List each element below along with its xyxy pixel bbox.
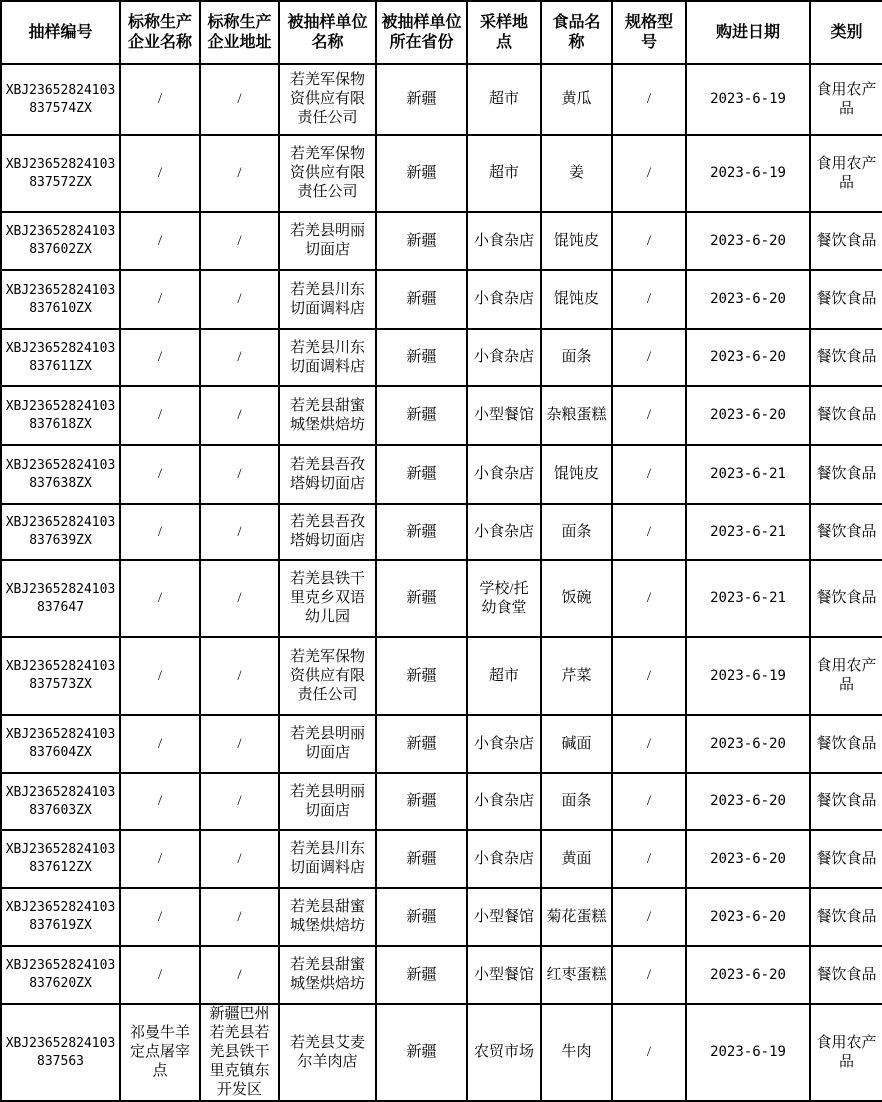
cell-producer_name: /	[120, 946, 200, 1004]
cell-food_name: 面条	[541, 329, 612, 386]
cell-sampled_unit: 若羌县明丽切面店	[279, 773, 376, 830]
table-row	[1, 329, 882, 386]
cell-province: 新疆	[376, 504, 467, 560]
cell-location: 农贸市场	[467, 1004, 541, 1101]
cell-category: 餐饮食品	[810, 773, 882, 830]
column-header-location	[467, 1, 541, 64]
cell-producer_addr: /	[200, 445, 279, 504]
cell-producer_addr: /	[200, 715, 279, 773]
cell-sampled_unit: 若羌军保物资供应有限责任公司	[279, 637, 376, 715]
cell-sample_no: XBJ23652824103837563	[1, 1004, 120, 1101]
cell-province: 新疆	[376, 773, 467, 830]
cell-spec_model: /	[612, 329, 686, 386]
cell-spec_model: /	[612, 445, 686, 504]
cell-sampled_unit: 若羌县铁干里克乡双语幼儿园	[279, 560, 376, 637]
cell-spec_model: /	[612, 637, 686, 715]
table-header	[1, 1, 882, 64]
cell-producer_addr: /	[200, 135, 279, 212]
cell-producer_name: /	[120, 504, 200, 560]
cell-location: 小食杂店	[467, 445, 541, 504]
cell-location: 小型餐馆	[467, 888, 541, 946]
cell-producer_name: /	[120, 830, 200, 888]
cell-purchase_date: 2023-6-21	[686, 445, 810, 504]
cell-spec_model: /	[612, 212, 686, 270]
cell-sampled_unit: 若羌县甜蜜城堡烘焙坊	[279, 946, 376, 1004]
cell-sample_no: XBJ23652824103837619ZX	[1, 888, 120, 946]
column-header-label: 标称生产企业名称	[127, 13, 192, 51]
cell-sampled_unit: 若羌县明丽切面店	[279, 715, 376, 773]
cell-location: 超市	[467, 64, 541, 135]
cell-spec_model: /	[612, 773, 686, 830]
cell-producer_name: /	[120, 715, 200, 773]
cell-province: 新疆	[376, 715, 467, 773]
cell-spec_model: /	[612, 888, 686, 946]
cell-spec_model: /	[612, 504, 686, 560]
header-row	[1, 1, 882, 64]
cell-category: 餐饮食品	[810, 888, 882, 946]
cell-sampled_unit: 若羌县吾孜塔姆切面店	[279, 445, 376, 504]
cell-sample_no: XBJ23652824103837603ZX	[1, 773, 120, 830]
cell-food_name: 芹菜	[541, 637, 612, 715]
cell-producer_name: /	[120, 560, 200, 637]
cell-province: 新疆	[376, 386, 467, 445]
cell-producer_name: /	[120, 64, 200, 135]
cell-sampled_unit: 若羌县川东切面调料店	[279, 329, 376, 386]
cell-category: 餐饮食品	[810, 560, 882, 637]
table-row	[1, 445, 882, 504]
table-row	[1, 830, 882, 888]
column-header-label: 规格型号	[624, 13, 673, 51]
cell-sample_no: XBJ23652824103837611ZX	[1, 329, 120, 386]
cell-category: 餐饮食品	[810, 946, 882, 1004]
cell-sampled_unit: 若羌县甜蜜城堡烘焙坊	[279, 888, 376, 946]
cell-producer_addr: /	[200, 504, 279, 560]
cell-producer_addr: /	[200, 888, 279, 946]
cell-location: 小食杂店	[467, 715, 541, 773]
cell-producer_name: /	[120, 445, 200, 504]
cell-producer_name: /	[120, 637, 200, 715]
table-row	[1, 715, 882, 773]
cell-purchase_date: 2023-6-19	[686, 1004, 810, 1101]
cell-food_name: 姜	[541, 135, 612, 212]
cell-province: 新疆	[376, 946, 467, 1004]
cell-sample_no: XBJ23652824103837572ZX	[1, 135, 120, 212]
cell-food_name: 菊花蛋糕	[541, 888, 612, 946]
cell-food_name: 黄瓜	[541, 64, 612, 135]
column-header-province	[376, 1, 467, 64]
cell-spec_model: /	[612, 715, 686, 773]
cell-food_name: 馄饨皮	[541, 270, 612, 329]
cell-province: 新疆	[376, 329, 467, 386]
cell-food_name: 饭碗	[541, 560, 612, 637]
column-header-sampled_unit	[279, 1, 376, 64]
cell-sample_no: XBJ23652824103837618ZX	[1, 386, 120, 445]
column-header-food_name	[541, 1, 612, 64]
cell-purchase_date: 2023-6-19	[686, 135, 810, 212]
cell-location: 超市	[467, 135, 541, 212]
column-header-spec_model	[612, 1, 686, 64]
cell-producer_addr: 新疆巴州若羌县若羌县铁干里克镇东开发区	[200, 1004, 279, 1101]
cell-sample_no: XBJ23652824103837610ZX	[1, 270, 120, 329]
table-row	[1, 1004, 882, 1101]
cell-producer_name: /	[120, 135, 200, 212]
cell-category: 餐饮食品	[810, 715, 882, 773]
cell-province: 新疆	[376, 64, 467, 135]
cell-category: 食用农产品	[810, 135, 882, 212]
cell-province: 新疆	[376, 135, 467, 212]
cell-producer_addr: /	[200, 830, 279, 888]
table-row	[1, 773, 882, 830]
cell-food_name: 馄饨皮	[541, 212, 612, 270]
cell-category: 餐饮食品	[810, 830, 882, 888]
cell-sample_no: XBJ23652824103837574ZX	[1, 64, 120, 135]
cell-location: 小食杂店	[467, 212, 541, 270]
cell-sampled_unit: 若羌军保物资供应有限责任公司	[279, 64, 376, 135]
cell-purchase_date: 2023-6-20	[686, 715, 810, 773]
cell-spec_model: /	[612, 946, 686, 1004]
cell-food_name: 馄饨皮	[541, 445, 612, 504]
cell-category: 餐饮食品	[810, 329, 882, 386]
cell-producer_addr: /	[200, 560, 279, 637]
cell-location: 小食杂店	[467, 329, 541, 386]
cell-location: 小食杂店	[467, 773, 541, 830]
column-header-label: 食品名称	[552, 13, 601, 51]
cell-producer_addr: /	[200, 64, 279, 135]
column-header-label: 被抽样单位名称	[287, 13, 368, 51]
cell-purchase_date: 2023-6-20	[686, 888, 810, 946]
cell-province: 新疆	[376, 212, 467, 270]
cell-spec_model: /	[612, 830, 686, 888]
cell-province: 新疆	[376, 1004, 467, 1101]
cell-sample_no: XBJ23652824103837573ZX	[1, 637, 120, 715]
cell-food_name: 牛肉	[541, 1004, 612, 1101]
cell-spec_model: /	[612, 270, 686, 329]
cell-province: 新疆	[376, 445, 467, 504]
column-header-sample_no	[1, 1, 120, 64]
column-header-label: 类别	[830, 23, 863, 41]
cell-location: 小型餐馆	[467, 946, 541, 1004]
cell-sample_no: XBJ23652824103837620ZX	[1, 946, 120, 1004]
cell-purchase_date: 2023-6-21	[686, 560, 810, 637]
column-header-label: 标称生产企业地址	[207, 13, 272, 51]
cell-producer_name: /	[120, 270, 200, 329]
cell-sample_no: XBJ23652824103837639ZX	[1, 504, 120, 560]
cell-producer_name: /	[120, 329, 200, 386]
column-header-producer_addr	[200, 1, 279, 64]
cell-food_name: 红枣蛋糕	[541, 946, 612, 1004]
cell-category: 食用农产品	[810, 64, 882, 135]
cell-producer_addr: /	[200, 386, 279, 445]
cell-producer_addr: /	[200, 270, 279, 329]
cell-location: 小食杂店	[467, 270, 541, 329]
table-row	[1, 64, 882, 135]
cell-spec_model: /	[612, 1004, 686, 1101]
cell-sample_no: XBJ23652824103837638ZX	[1, 445, 120, 504]
cell-purchase_date: 2023-6-20	[686, 212, 810, 270]
column-header-label: 被抽样单位所在省份	[381, 13, 462, 51]
cell-food_name: 杂粮蛋糕	[541, 386, 612, 445]
cell-spec_model: /	[612, 560, 686, 637]
cell-sampled_unit: 若羌县明丽切面店	[279, 212, 376, 270]
cell-sampled_unit: 若羌县吾孜塔姆切面店	[279, 504, 376, 560]
cell-category: 餐饮食品	[810, 386, 882, 445]
cell-purchase_date: 2023-6-19	[686, 637, 810, 715]
cell-purchase_date: 2023-6-21	[686, 504, 810, 560]
cell-sample_no: XBJ23652824103837602ZX	[1, 212, 120, 270]
cell-food_name: 面条	[541, 773, 612, 830]
table-row	[1, 637, 882, 715]
cell-province: 新疆	[376, 270, 467, 329]
cell-sampled_unit: 若羌县甜蜜城堡烘焙坊	[279, 386, 376, 445]
table-row	[1, 504, 882, 560]
column-header-category	[810, 1, 882, 64]
cell-spec_model: /	[612, 64, 686, 135]
column-header-label: 购进日期	[715, 23, 780, 41]
cell-producer_addr: /	[200, 946, 279, 1004]
cell-sampled_unit: 若羌县艾麦尔羊肉店	[279, 1004, 376, 1101]
cell-purchase_date: 2023-6-20	[686, 830, 810, 888]
cell-location: 学校/托幼食堂	[467, 560, 541, 637]
cell-producer_name: /	[120, 212, 200, 270]
column-header-label: 抽样编号	[28, 23, 93, 41]
cell-purchase_date: 2023-6-20	[686, 946, 810, 1004]
cell-location: 小食杂店	[467, 830, 541, 888]
cell-food_name: 碱面	[541, 715, 612, 773]
cell-category: 食用农产品	[810, 1004, 882, 1101]
cell-category: 餐饮食品	[810, 212, 882, 270]
cell-sampled_unit: 若羌军保物资供应有限责任公司	[279, 135, 376, 212]
cell-category: 餐饮食品	[810, 445, 882, 504]
cell-purchase_date: 2023-6-20	[686, 773, 810, 830]
cell-producer_name: 祁曼牛羊定点屠宰点	[120, 1004, 200, 1101]
column-header-producer_name	[120, 1, 200, 64]
column-header-purchase_date	[686, 1, 810, 64]
cell-producer_name: /	[120, 773, 200, 830]
table-row	[1, 888, 882, 946]
cell-purchase_date: 2023-6-20	[686, 270, 810, 329]
cell-province: 新疆	[376, 888, 467, 946]
table-row	[1, 946, 882, 1004]
cell-food_name: 面条	[541, 504, 612, 560]
cell-location: 小食杂店	[467, 504, 541, 560]
cell-purchase_date: 2023-6-19	[686, 64, 810, 135]
cell-spec_model: /	[612, 135, 686, 212]
table-row	[1, 560, 882, 637]
cell-spec_model: /	[612, 386, 686, 445]
cell-province: 新疆	[376, 637, 467, 715]
cell-producer_name: /	[120, 888, 200, 946]
cell-province: 新疆	[376, 560, 467, 637]
cell-producer_addr: /	[200, 773, 279, 830]
cell-category: 餐饮食品	[810, 270, 882, 329]
cell-producer_name: /	[120, 386, 200, 445]
column-header-label: 采样地点	[479, 13, 528, 51]
cell-producer_addr: /	[200, 329, 279, 386]
cell-province: 新疆	[376, 830, 467, 888]
table-row	[1, 135, 882, 212]
cell-sample_no: XBJ23652824103837647	[1, 560, 120, 637]
table-row	[1, 270, 882, 329]
cell-sample_no: XBJ23652824103837604ZX	[1, 715, 120, 773]
table-row	[1, 386, 882, 445]
cell-location: 超市	[467, 637, 541, 715]
cell-food_name: 黄面	[541, 830, 612, 888]
cell-location: 小型餐馆	[467, 386, 541, 445]
cell-category: 餐饮食品	[810, 504, 882, 560]
cell-sampled_unit: 若羌县川东切面调料店	[279, 830, 376, 888]
cell-purchase_date: 2023-6-20	[686, 329, 810, 386]
cell-sample_no: XBJ23652824103837612ZX	[1, 830, 120, 888]
table-row	[1, 212, 882, 270]
cell-purchase_date: 2023-6-20	[686, 386, 810, 445]
cell-category: 食用农产品	[810, 637, 882, 715]
table-body	[1, 64, 882, 1101]
cell-sampled_unit: 若羌县川东切面调料店	[279, 270, 376, 329]
cell-producer_addr: /	[200, 212, 279, 270]
cell-producer_addr: /	[200, 637, 279, 715]
